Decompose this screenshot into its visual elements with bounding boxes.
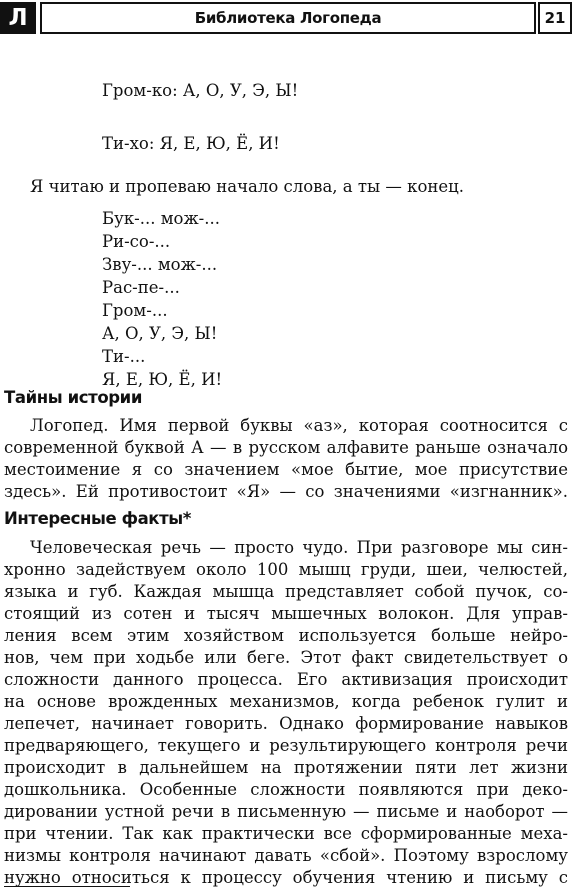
paragraph-line: языка и губ. Каждая мышца представляет собой пучок, со- xyxy=(4,582,568,601)
syllable-line: Бук-... мож-... xyxy=(102,209,220,228)
paragraph-line: сложности данного процесса. Его активизация происходит xyxy=(4,670,568,689)
history-paragraph xyxy=(4,415,568,503)
paragraph-line: нужно относиться к процессу обучения чтению и письму с xyxy=(4,868,568,887)
syllable-line: Ри-со-... xyxy=(102,232,171,251)
paragraph-line: лепечет, начинает говорить. Однако формирование навыков xyxy=(4,714,568,733)
paragraph-line: на основе врожденных механизмов, когда ребенок гулит и xyxy=(4,692,568,711)
facts-paragraph xyxy=(4,537,568,889)
section-heading-history: Тайны истории xyxy=(4,388,142,407)
paragraph-line: ления всем этим хозяйством используется больше нейро- xyxy=(4,626,568,645)
paragraph-line: современной буквой А — в русском алфавите раньше означало xyxy=(4,438,568,457)
page-number: 21 xyxy=(538,2,572,34)
loud-line: Гром-ко: А, О, У, Э, Ы! xyxy=(102,81,299,100)
paragraph-line: местоимение я со значением «мое бытие, мое присутствие xyxy=(4,460,568,479)
paragraph-line: предваряющего, текущего и результирующего контроля речи xyxy=(4,736,568,755)
syllable-line: Зву-... мож-... xyxy=(102,255,218,274)
quiet-line: Ти-хо: Я, Е, Ю, Ё, И! xyxy=(102,134,280,153)
syllable-line: Я, Е, Ю, Ё, И! xyxy=(102,370,223,389)
syllable-line: Ти-... xyxy=(102,347,146,366)
series-logo: Л xyxy=(0,2,36,34)
paragraph-line: здесь». Ей противостоит «Я» — со значениями «изгнанник». xyxy=(4,482,568,501)
footnote-rule xyxy=(4,886,130,887)
running-title: Библиотека Логопеда xyxy=(40,2,536,34)
paragraph-line: Человеческая речь — просто чудо. При разговоре мы син- xyxy=(30,538,568,557)
page-header xyxy=(0,2,574,34)
syllable-line: Гром-... xyxy=(102,301,168,320)
syllable-line: А, О, У, Э, Ы! xyxy=(102,324,218,343)
paragraph-line: низмы контроля начинают давать «сбой». Поэтому взрослому xyxy=(4,846,568,865)
section-heading-facts: Интересные факты* xyxy=(4,509,192,528)
paragraph-line: нов, чем при ходьбе или беге. Этот факт свидетельствует о xyxy=(4,648,568,667)
instruction-line: Я читаю и пропеваю начало слова, а ты — конец. xyxy=(30,177,464,196)
paragraph-line: дировании устной речи в письменную — письме и наоборот — xyxy=(4,802,568,821)
paragraph-line: при чтении. Так как практически все сформированные меха- xyxy=(4,824,568,843)
paragraph-line: дошкольника. Особенные сложности появляются при деко- xyxy=(4,780,568,799)
paragraph-line: хронно задействуем около 100 мышц груди, шеи, челюстей, xyxy=(4,560,568,579)
paragraph-line: стоящий из сотен и тысяч мышечных волокон. Для управ- xyxy=(4,604,568,623)
paragraph-line: происходит в дальнейшем на протяжении пяти лет жизни xyxy=(4,758,568,777)
syllable-line: Рас-пе-... xyxy=(102,278,180,297)
paragraph-line: Логопед. Имя первой буквы «аз», которая соотносится с xyxy=(30,416,568,435)
